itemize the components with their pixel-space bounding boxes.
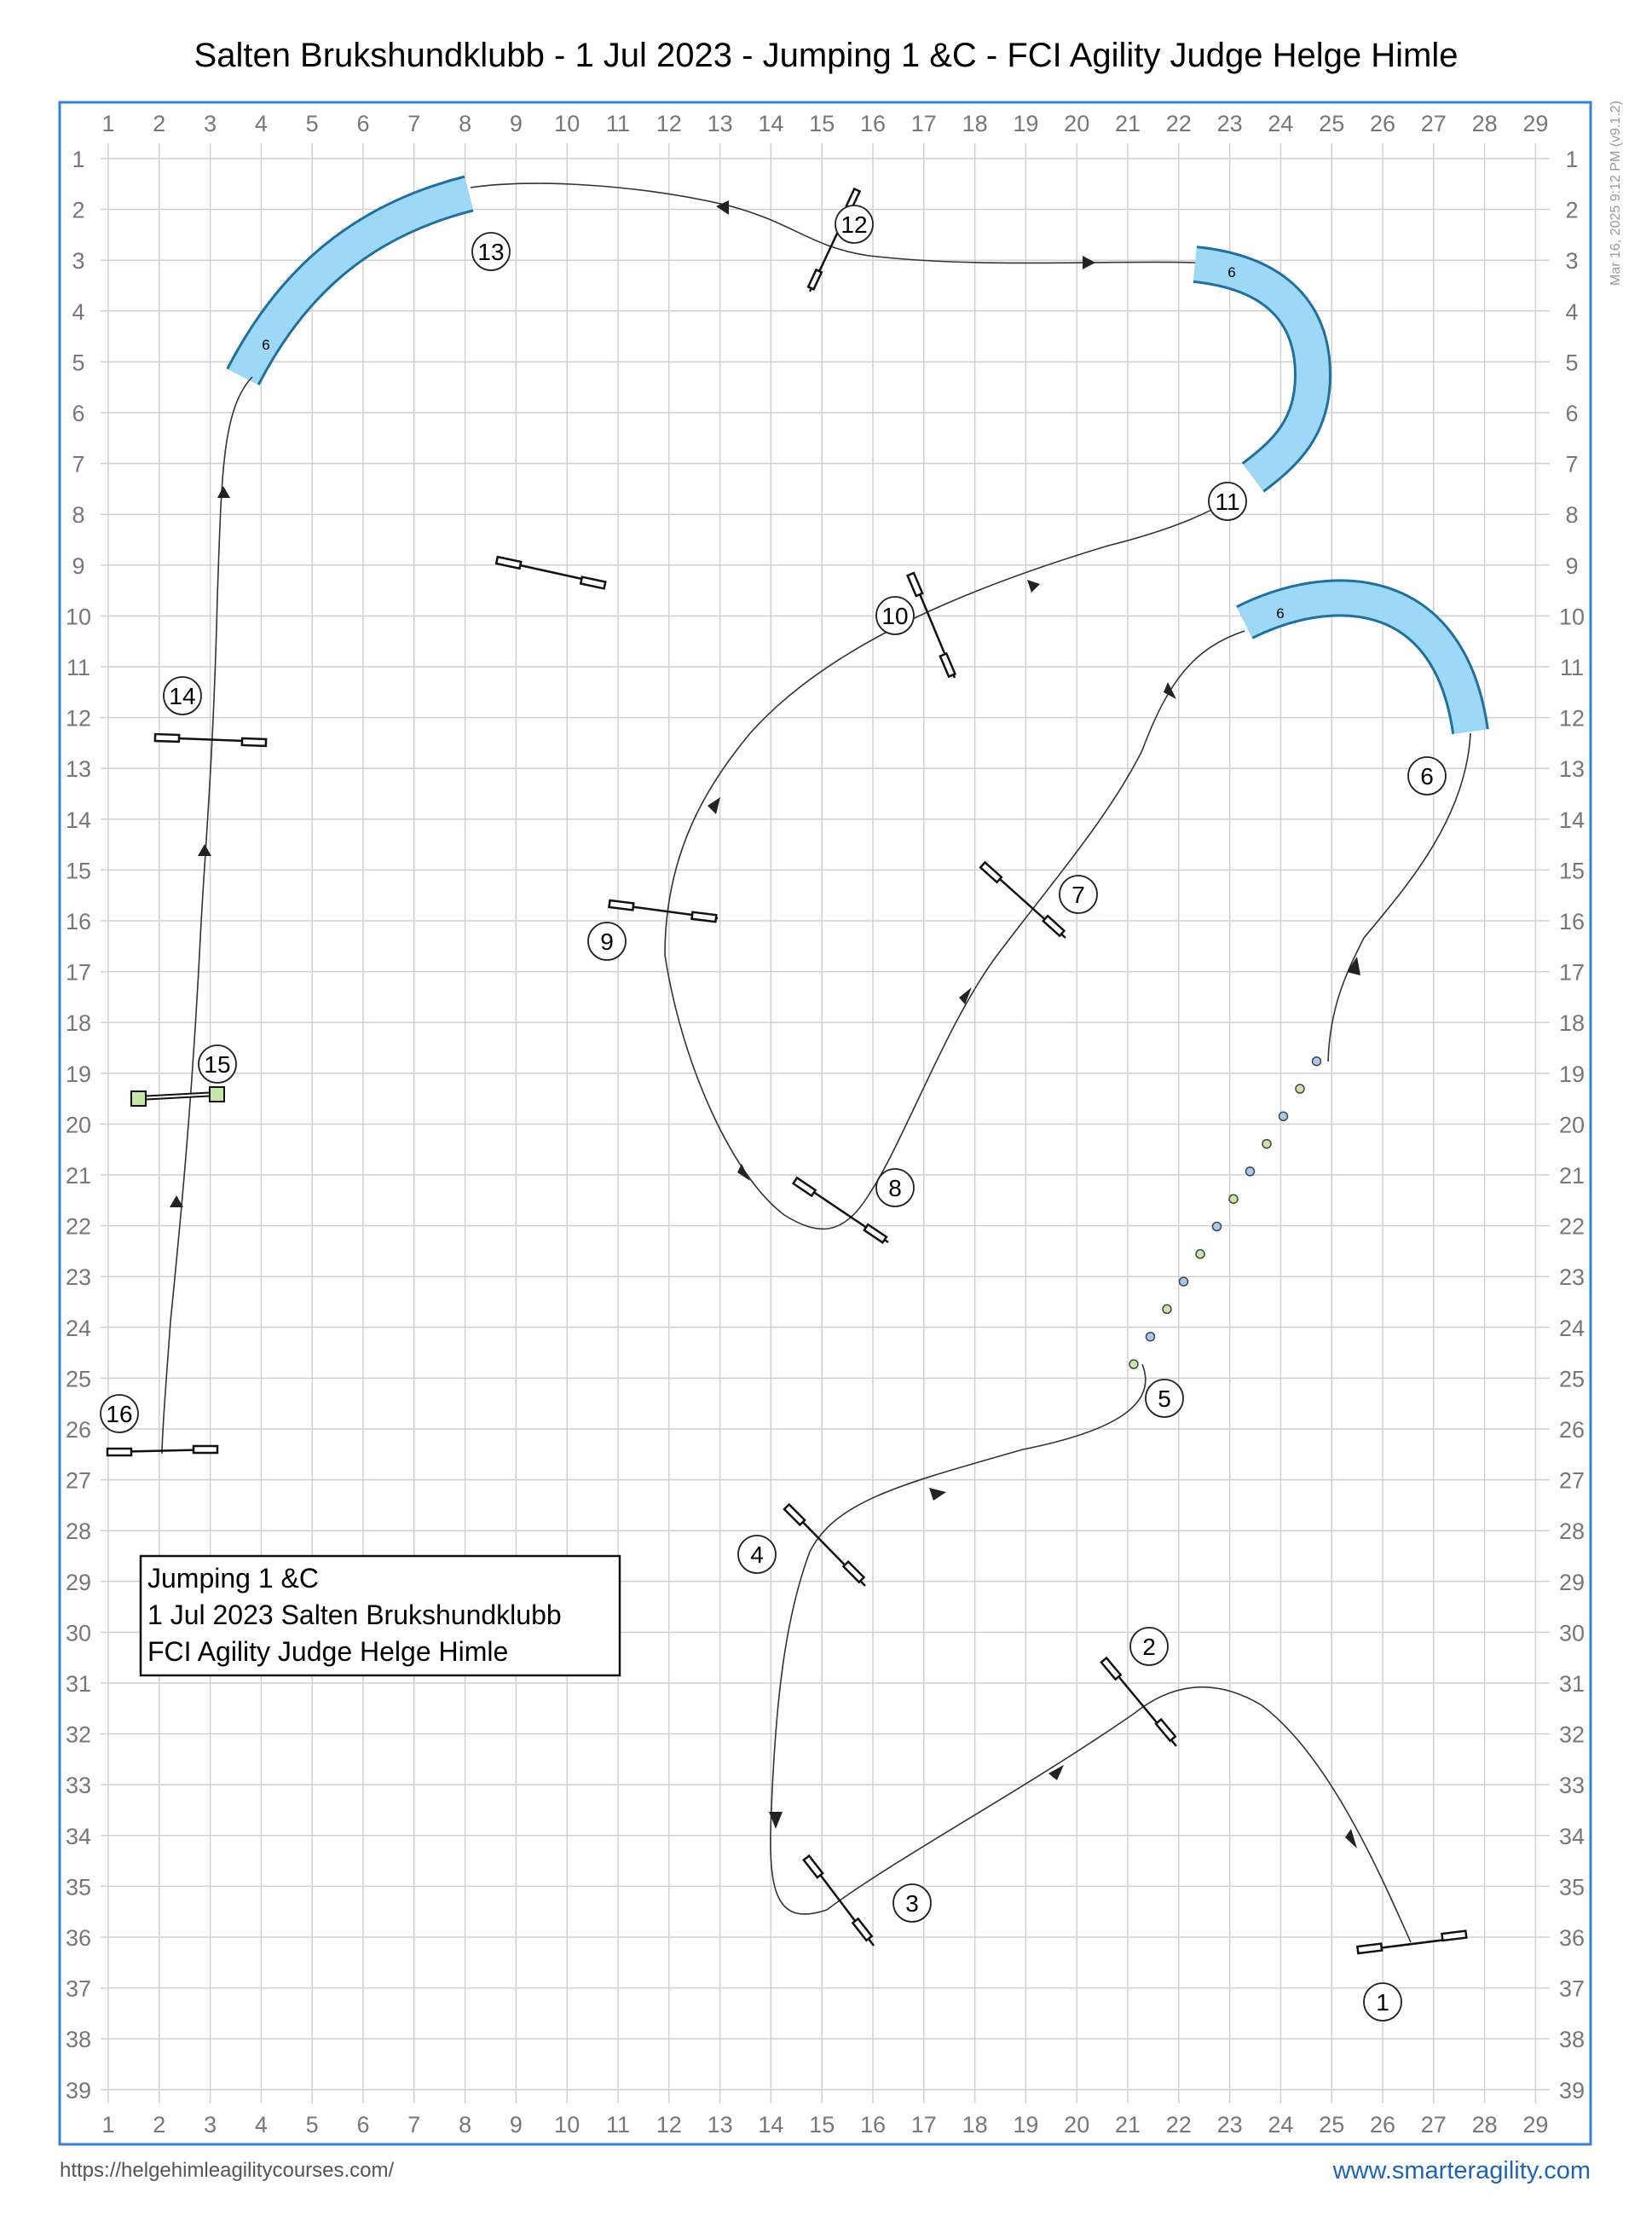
weave-pole xyxy=(1229,1195,1238,1203)
svg-text:14: 14 xyxy=(169,683,196,709)
col-tick-bottom: 10 xyxy=(554,2112,581,2138)
row-tick-left: 2 xyxy=(72,197,85,223)
col-tick-bottom: 8 xyxy=(459,2112,472,2138)
col-tick-top: 4 xyxy=(254,111,268,136)
obstacle-number-13 xyxy=(472,233,510,270)
row-tick-left: 33 xyxy=(65,1773,92,1799)
jump-wall-9 xyxy=(496,557,605,588)
row-tick-left: 37 xyxy=(65,1976,92,2002)
row-tick-right: 14 xyxy=(1558,807,1586,833)
weave-pole xyxy=(1196,1250,1204,1258)
svg-text:9: 9 xyxy=(600,928,614,955)
row-tick-right: 32 xyxy=(1558,1721,1586,1748)
row-tick-right: 23 xyxy=(1558,1264,1586,1291)
row-tick-left: 17 xyxy=(65,959,92,986)
svg-text:8: 8 xyxy=(888,1175,902,1201)
col-tick-top: 18 xyxy=(962,111,988,136)
col-tick-bottom: 27 xyxy=(1420,2112,1447,2138)
row-tick-right: 36 xyxy=(1558,1925,1586,1951)
col-tick-top: 7 xyxy=(407,111,421,136)
row-tick-left: 23 xyxy=(65,1264,92,1291)
row-tick-left: 16 xyxy=(65,909,92,934)
weave-pole xyxy=(1180,1277,1188,1286)
weave-pole xyxy=(1213,1223,1222,1231)
svg-text:6: 6 xyxy=(1420,763,1434,790)
row-tick-right: 35 xyxy=(1558,1874,1586,1900)
page-title: Salten Brukshundklubb - 1 Jul 2023 - Jumping 1 &C - FCI Agility Judge Helge Himle xyxy=(194,37,1458,74)
svg-text:11: 11 xyxy=(1215,489,1240,515)
row-tick-left: 25 xyxy=(65,1366,92,1392)
row-tick-right: 3 xyxy=(1565,248,1579,275)
row-tick-left: 11 xyxy=(66,655,91,680)
col-tick-bottom: 28 xyxy=(1471,2112,1498,2138)
row-tick-right: 2 xyxy=(1565,197,1579,223)
tunnel-6-length: 6 xyxy=(1276,605,1285,622)
col-tick-top: 23 xyxy=(1216,111,1243,136)
obstacle-number-14 xyxy=(164,677,201,714)
jump-1 xyxy=(1357,1931,1466,1953)
row-tick-left: 4 xyxy=(72,298,85,325)
col-tick-top: 19 xyxy=(1013,111,1039,136)
col-tick-bottom: 9 xyxy=(509,2112,523,2138)
timestamp-label: Mar 16, 2025 9:12 PM (v9.1.2) xyxy=(1609,101,1623,286)
footer-right-link[interactable]: www.smarteragility.com xyxy=(1332,2157,1591,2184)
row-tick-right: 5 xyxy=(1565,350,1579,376)
jump-3 xyxy=(804,1856,874,1946)
col-tick-top: 29 xyxy=(1522,111,1549,136)
row-tick-right: 30 xyxy=(1558,1620,1586,1646)
col-tick-top: 21 xyxy=(1114,111,1141,136)
svg-text:4: 4 xyxy=(750,1542,764,1568)
col-tick-bottom: 3 xyxy=(204,2112,217,2138)
svg-text:15: 15 xyxy=(204,1051,231,1078)
row-tick-left: 15 xyxy=(65,858,92,884)
row-tick-right: 37 xyxy=(1558,1976,1586,2002)
weave-pole xyxy=(1279,1112,1288,1120)
row-tick-right: 12 xyxy=(1558,705,1586,732)
col-tick-top: 14 xyxy=(758,111,784,136)
row-tick-left: 34 xyxy=(65,1823,92,1849)
row-tick-right: 27 xyxy=(1558,1467,1586,1494)
tunnel-13 xyxy=(243,194,469,377)
course-grid xyxy=(101,143,1550,2103)
col-tick-top: 1 xyxy=(101,111,115,136)
weave-pole xyxy=(1129,1360,1138,1368)
obstacle-numbers xyxy=(101,205,1446,2021)
svg-text:13: 13 xyxy=(477,239,505,265)
row-tick-right: 28 xyxy=(1558,1519,1586,1545)
row-tick-right: 20 xyxy=(1558,1112,1586,1138)
col-tick-top: 11 xyxy=(605,111,631,136)
row-tick-right: 39 xyxy=(1558,2077,1586,2103)
row-tick-right: 17 xyxy=(1558,959,1586,986)
footer-left-link[interactable]: https://helgehimleagilitycourses.com/ xyxy=(60,2159,395,2182)
row-tick-right: 19 xyxy=(1558,1061,1586,1087)
svg-text:2: 2 xyxy=(1142,1634,1156,1660)
weave-pole xyxy=(1246,1167,1255,1176)
tunnel-11 xyxy=(1195,264,1313,477)
col-tick-top: 26 xyxy=(1369,111,1396,136)
row-tick-left: 14 xyxy=(65,807,92,833)
row-tick-left: 20 xyxy=(65,1112,92,1138)
jump-9 xyxy=(609,900,718,922)
svg-text:16: 16 xyxy=(106,1401,133,1427)
col-tick-bottom: 4 xyxy=(254,2112,268,2138)
col-tick-top: 3 xyxy=(204,111,217,136)
col-tick-top: 20 xyxy=(1064,111,1090,136)
obstacle-number-1 xyxy=(1364,1983,1401,2021)
row-tick-right: 26 xyxy=(1558,1417,1586,1443)
info-line-2: 1 Jul 2023 Salten Brukshundklubb xyxy=(147,1600,562,1630)
svg-text:5: 5 xyxy=(1158,1386,1171,1412)
info-line-3: FCI Agility Judge Helge Himle xyxy=(147,1636,509,1667)
row-tick-right: 11 xyxy=(1559,655,1585,680)
row-tick-left: 5 xyxy=(72,350,85,376)
tunnel-13-length: 6 xyxy=(262,337,270,353)
row-tick-left: 27 xyxy=(65,1467,92,1494)
col-tick-bottom: 20 xyxy=(1064,2112,1090,2138)
row-tick-left: 36 xyxy=(65,1925,92,1951)
row-tick-left: 7 xyxy=(72,451,85,477)
tunnel-6 xyxy=(1245,598,1470,732)
col-tick-top: 10 xyxy=(554,111,581,136)
col-tick-top: 16 xyxy=(859,111,887,136)
col-tick-bottom: 13 xyxy=(707,2112,733,2138)
obstacle-number-2 xyxy=(1130,1628,1168,1665)
row-tick-right: 22 xyxy=(1558,1213,1586,1240)
col-tick-bottom: 29 xyxy=(1522,2112,1549,2138)
row-tick-right: 31 xyxy=(1558,1671,1586,1697)
jump-10 xyxy=(908,573,956,678)
col-tick-top: 22 xyxy=(1165,111,1192,136)
col-tick-top: 17 xyxy=(910,111,937,136)
row-tick-right: 10 xyxy=(1558,604,1586,630)
svg-text:12: 12 xyxy=(840,211,868,238)
col-tick-bottom: 15 xyxy=(809,2112,835,2138)
obstacle-number-10 xyxy=(876,597,914,634)
col-tick-bottom: 5 xyxy=(305,2112,319,2138)
row-tick-right: 25 xyxy=(1558,1366,1586,1392)
weave-pole xyxy=(1262,1140,1271,1148)
row-tick-left: 26 xyxy=(65,1417,92,1443)
obstacle-number-6 xyxy=(1408,757,1446,795)
row-tick-right: 38 xyxy=(1558,2027,1586,2053)
row-tick-left: 24 xyxy=(65,1315,92,1341)
row-tick-left: 32 xyxy=(65,1721,92,1748)
row-tick-right: 9 xyxy=(1565,552,1579,579)
row-tick-right: 18 xyxy=(1558,1010,1586,1037)
row-tick-left: 30 xyxy=(65,1620,92,1646)
row-tick-right: 34 xyxy=(1558,1823,1586,1849)
svg-text:1: 1 xyxy=(1376,1989,1389,2016)
col-tick-bottom: 12 xyxy=(656,2112,682,2138)
info-box xyxy=(141,1556,620,1675)
row-tick-right: 24 xyxy=(1558,1315,1586,1341)
col-tick-bottom: 25 xyxy=(1319,2112,1345,2138)
jump-2 xyxy=(1101,1658,1176,1746)
col-tick-top: 9 xyxy=(509,111,523,136)
svg-text:10: 10 xyxy=(881,603,909,629)
col-tick-bottom: 24 xyxy=(1268,2112,1294,2138)
row-tick-left: 19 xyxy=(65,1061,92,1087)
row-tick-left: 9 xyxy=(72,552,85,579)
tunnel-11-length: 6 xyxy=(1227,264,1236,281)
col-tick-top: 5 xyxy=(305,111,319,136)
obstacle-number-3 xyxy=(893,1884,931,1922)
weave-poles-5 xyxy=(1129,1057,1321,1368)
col-tick-top: 12 xyxy=(656,111,682,136)
obstacle-number-11 xyxy=(1209,483,1246,520)
row-tick-left: 13 xyxy=(65,756,92,783)
obstacle-number-16 xyxy=(101,1395,138,1432)
col-tick-bottom: 22 xyxy=(1165,2112,1192,2138)
col-tick-top: 24 xyxy=(1268,111,1294,136)
row-tick-right: 29 xyxy=(1558,1569,1586,1595)
col-tick-bottom: 19 xyxy=(1013,2112,1039,2138)
row-tick-left: 1 xyxy=(72,147,85,172)
weave-pole xyxy=(1163,1305,1171,1313)
row-tick-left: 10 xyxy=(65,604,92,630)
row-tick-right: 15 xyxy=(1558,858,1586,884)
obstacle-number-8 xyxy=(876,1169,914,1206)
obstacle-number-12 xyxy=(835,205,873,243)
col-tick-bottom: 7 xyxy=(407,2112,421,2138)
row-tick-left: 38 xyxy=(65,2027,92,2053)
info-line-1: Jumping 1 &C xyxy=(147,1563,319,1594)
obstacle-number-5 xyxy=(1146,1380,1183,1417)
weave-pole xyxy=(1313,1057,1321,1066)
obstacle-number-15 xyxy=(199,1045,236,1083)
row-tick-right: 16 xyxy=(1558,909,1586,934)
row-tick-left: 39 xyxy=(65,2077,92,2103)
col-tick-top: 13 xyxy=(707,111,733,136)
col-tick-bottom: 21 xyxy=(1114,2112,1141,2138)
col-tick-top: 2 xyxy=(153,111,166,136)
row-tick-right: 33 xyxy=(1558,1773,1586,1799)
row-tick-right: 13 xyxy=(1558,756,1586,783)
jump-7 xyxy=(980,862,1066,938)
jump-4 xyxy=(784,1504,865,1586)
col-tick-bottom: 23 xyxy=(1216,2112,1243,2138)
col-tick-bottom: 17 xyxy=(910,2112,937,2138)
col-tick-bottom: 16 xyxy=(859,2112,887,2138)
col-tick-bottom: 14 xyxy=(758,2112,784,2138)
svg-text:3: 3 xyxy=(905,1890,919,1917)
weave-pole xyxy=(1147,1333,1155,1341)
row-tick-left: 28 xyxy=(65,1519,92,1545)
row-tick-right: 6 xyxy=(1565,401,1579,426)
row-tick-left: 35 xyxy=(65,1874,92,1900)
row-tick-left: 21 xyxy=(65,1163,92,1189)
col-tick-top: 8 xyxy=(459,111,472,136)
col-tick-top: 15 xyxy=(809,111,835,136)
obstacle-number-7 xyxy=(1060,876,1097,913)
row-tick-left: 18 xyxy=(65,1010,92,1037)
col-tick-bottom: 2 xyxy=(153,2112,166,2138)
col-tick-top: 6 xyxy=(356,111,370,136)
row-tick-right: 7 xyxy=(1565,451,1579,477)
row-tick-left: 3 xyxy=(72,248,85,275)
col-tick-top: 25 xyxy=(1319,111,1345,136)
weave-pole xyxy=(1296,1085,1304,1093)
row-tick-left: 31 xyxy=(65,1671,92,1697)
col-tick-top: 28 xyxy=(1471,111,1498,136)
col-tick-bottom: 6 xyxy=(356,2112,370,2138)
row-tick-right: 1 xyxy=(1565,147,1579,172)
row-tick-left: 8 xyxy=(72,502,85,529)
row-tick-left: 22 xyxy=(65,1213,92,1240)
row-tick-left: 6 xyxy=(72,401,85,426)
obstacle-number-9 xyxy=(588,923,626,960)
col-tick-bottom: 1 xyxy=(101,2112,115,2138)
col-tick-bottom: 11 xyxy=(605,2112,631,2138)
obstacle-number-4 xyxy=(738,1536,776,1573)
col-tick-top: 27 xyxy=(1420,111,1447,136)
row-tick-left: 29 xyxy=(65,1569,92,1595)
row-tick-right: 4 xyxy=(1565,298,1579,325)
row-tick-right: 21 xyxy=(1558,1163,1586,1189)
row-tick-right: 8 xyxy=(1565,502,1579,529)
row-tick-left: 12 xyxy=(65,705,92,732)
col-tick-bottom: 18 xyxy=(962,2112,988,2138)
col-tick-bottom: 26 xyxy=(1369,2112,1396,2138)
svg-text:7: 7 xyxy=(1071,882,1085,908)
